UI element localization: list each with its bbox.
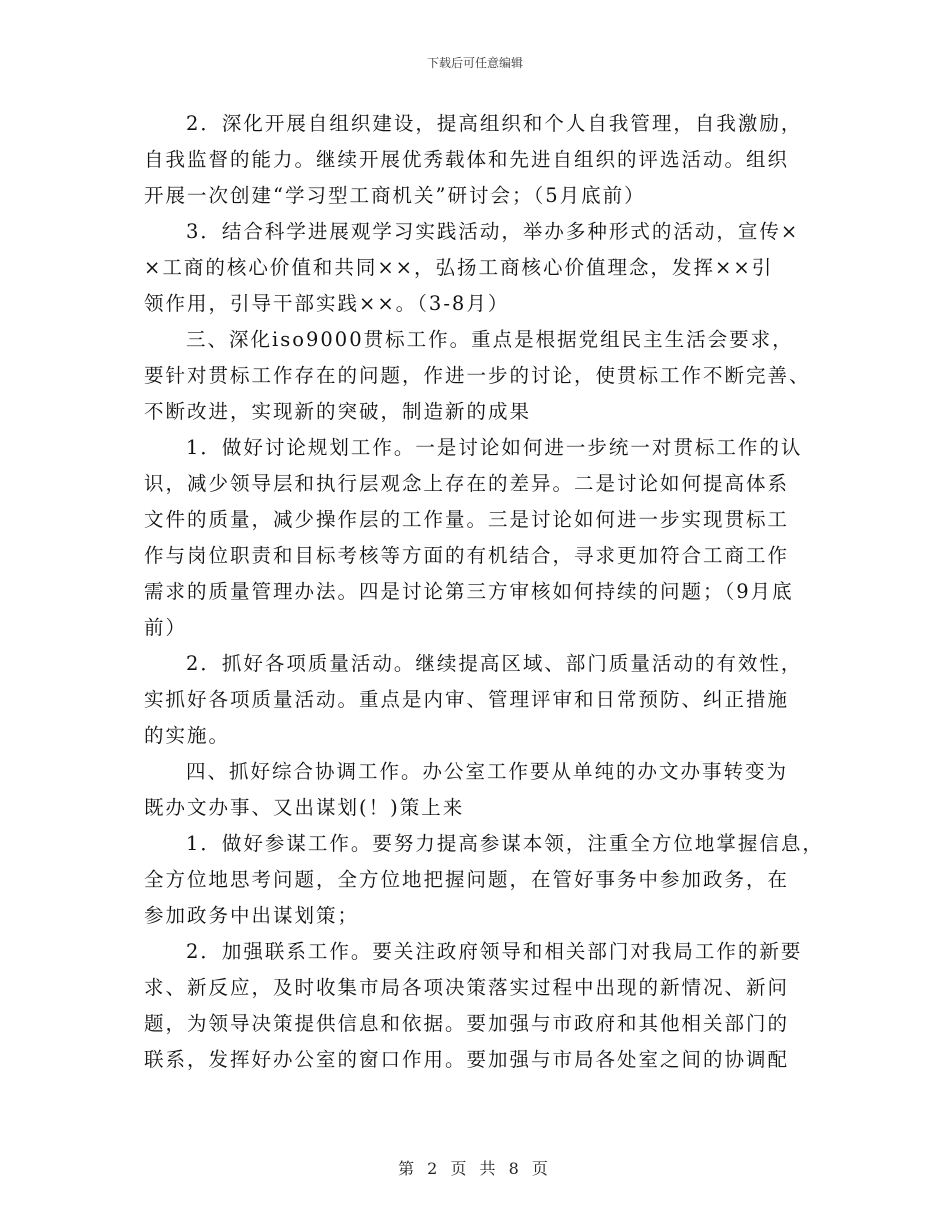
text-line: 的实施。 [144,724,231,747]
text-line: 前） [144,616,188,639]
text-line: 文件的质量，减少操作层的工作量。三是讨论如何进一步实现贯标工 [144,508,790,531]
text-line: 全方位地思考问题，全方位地把握问题，在管好事务中参加政务，在 [144,868,790,891]
text-line: 作与岗位职责和目标考核等方面的有机结合，寻求更加符合工商工作 [144,544,790,567]
text-line: 参加政务中出谋划策； [144,904,360,927]
section-heading: 四、抓好综合协调工作。办公室工作要从单纯的办文办事转变为 [186,760,789,783]
section-heading: 三、深化iso9000贯标工作。重点是根据党组民主生活会要求， [186,328,794,351]
text-line: ×工商的核心价值和共同××，弘扬工商核心价值理念，发挥××引 [144,256,774,279]
text-line: 1．做好讨论规划工作。一是讨论如何进一步统一对贯标工作的认 [186,436,803,459]
text-line: 求、新反应，及时收集市局各项决策落实过程中出现的新情况、新问 [144,976,790,999]
text-line: 自我监督的能力。继续开展优秀载体和先进自组织的评选活动。组织 [144,148,790,171]
text-line: 识，减少领导层和执行层观念上存在的差异。二是讨论如何提高体系 [144,472,790,495]
text-line: 2．加强联系工作。要关注政府领导和相关部门对我局工作的新要 [186,940,803,963]
text-line: 1．做好参谋工作。要努力提高参谋本领，注重全方位地掌握信息， [186,832,824,855]
text-line: 2．深化开展自组织建设，提高组织和个人自我管理，自我激励， [186,112,803,135]
text-line: 不断改进，实现新的突破，制造新的成果 [144,400,532,423]
text-line: 3．结合科学进展观学习实践活动，举办多种形式的活动，宣传× [186,220,800,243]
text-line: 需求的质量管理办法。四是讨论第三方审核如何持续的问题；（9月底 [144,580,794,603]
text-line: 联系，发挥好办公室的窗口作用。要加强与市局各处室之间的协调配 [144,1048,790,1071]
text-line: 领作用，引导干部实践××。（3-8月） [144,292,510,315]
text-line: 要针对贯标工作存在的问题，作进一步的讨论，使贯标工作不断完善、 [144,364,811,387]
text-line: 既办文办事、又出谋划(！)策上来 [144,796,465,819]
text-line: 实抓好各项质量活动。重点是内审、管理评审和日常预防、纠正措施 [144,688,790,711]
text-line: 2．抓好各项质量活动。继续提高区域、部门质量活动的有效性， [186,652,803,675]
text-line: 题，为领导决策提供信息和依据。要加强与市政府和其他相关部门的 [144,1012,790,1035]
text-line: 开展一次创建“学习型工商机关”研讨会；（5月底前） [144,184,646,207]
page-header: 下载后可任意编辑 [426,56,523,70]
page-footer: 第 2 页 共 8 页 [398,1159,552,1178]
document-body [144,106,826,1078]
